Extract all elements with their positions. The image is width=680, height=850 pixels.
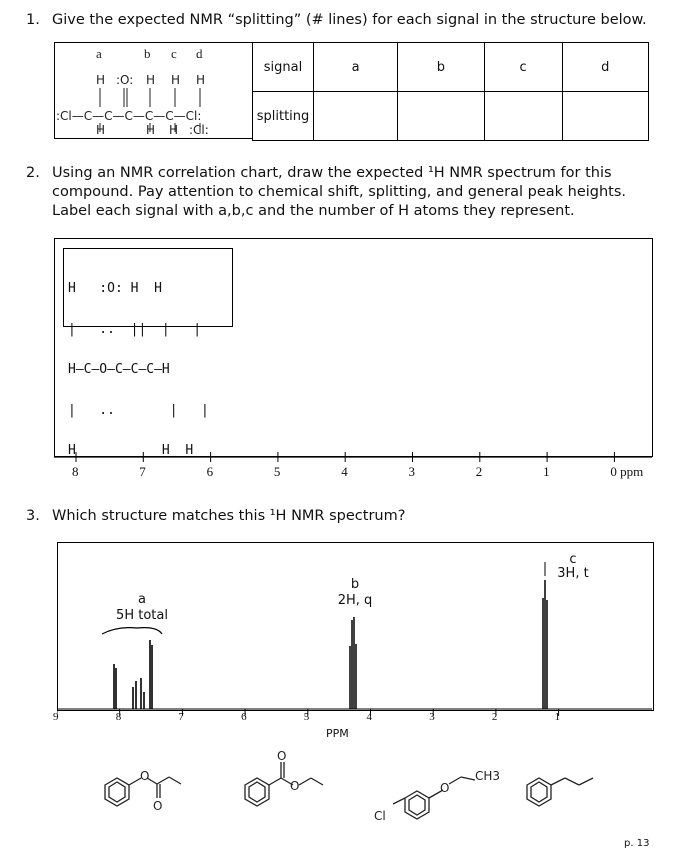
q2-axis-label: 7 bbox=[139, 464, 146, 479]
peak-a-letter: a bbox=[138, 592, 146, 607]
q3-axis-label: 3 bbox=[429, 711, 435, 723]
col-d-header: d bbox=[562, 43, 648, 92]
q2-axis-label: 1 bbox=[543, 464, 550, 479]
q2-line-1: Using an NMR correlation chart, draw the expected ¹H NMR spectrum for this bbox=[52, 165, 612, 181]
col-c-header: c bbox=[484, 43, 562, 92]
struct-letter-d: d bbox=[196, 46, 203, 61]
q2-axis-label: 0 ppm bbox=[610, 464, 644, 479]
svg-text:O: O bbox=[140, 769, 150, 783]
q3-axis-label: 5 bbox=[303, 711, 310, 723]
splitting-b-cell[interactable] bbox=[398, 92, 484, 141]
svg-text::Cl:: :Cl: bbox=[189, 123, 209, 137]
q2-struct-line-2: | .. || | | bbox=[68, 321, 202, 337]
signal-header: signal bbox=[253, 43, 314, 92]
q2-structure bbox=[63, 248, 233, 458]
svg-text::O:: :O: bbox=[116, 73, 134, 87]
struct-letter-c: c bbox=[171, 46, 177, 61]
q2-axis-label: 3 bbox=[408, 464, 415, 479]
q3-axis-label: 2 bbox=[491, 711, 498, 723]
ch3-label: CH3 bbox=[475, 769, 501, 783]
peak-c-label bbox=[543, 553, 603, 581]
svg-text:H: H bbox=[96, 123, 106, 137]
q1-table bbox=[252, 42, 649, 141]
q1-structure-frame bbox=[54, 42, 253, 139]
q3-text: Which structure matches this ¹H NMR spectrum? bbox=[52, 508, 406, 524]
peak-b-label bbox=[325, 577, 385, 609]
q3-axis-label: 4 bbox=[366, 711, 372, 723]
q2-axis-label: 6 bbox=[206, 464, 214, 479]
structure-option-2[interactable] bbox=[245, 762, 323, 806]
col-b-header: b bbox=[398, 43, 484, 92]
peak-b-count: 2H, q bbox=[337, 593, 373, 608]
q2-text bbox=[52, 164, 662, 221]
q3-axis-label: 8 bbox=[115, 711, 122, 723]
q3-axis-title: PPM bbox=[326, 727, 349, 740]
structure-option-3[interactable] bbox=[393, 777, 475, 819]
page-number: p. 13 bbox=[624, 838, 650, 849]
structure-option-4[interactable] bbox=[527, 778, 593, 806]
q2-axis-label: 2 bbox=[475, 464, 483, 479]
peak-b bbox=[350, 617, 356, 709]
peak-c-count: 3H, t bbox=[557, 566, 589, 581]
q2-number: 2. bbox=[26, 165, 40, 181]
q2-struct-line-3: H–C–O–C–C–C–H bbox=[68, 362, 170, 377]
splitting-a-cell[interactable] bbox=[314, 92, 398, 141]
q2-struct-line-4: | .. | | bbox=[68, 402, 209, 418]
svg-text:H: H bbox=[171, 73, 181, 87]
q2-axis-label: 4 bbox=[341, 464, 348, 479]
q3-number: 3. bbox=[26, 508, 40, 524]
q2-struct-line-5: H H H bbox=[68, 443, 194, 458]
peak-a-count: 5H total bbox=[116, 608, 168, 623]
q3-structures bbox=[95, 740, 655, 830]
q1-number: 1. bbox=[26, 12, 40, 28]
q3-axis-label: 1 bbox=[554, 711, 561, 723]
struct-letter-b: b bbox=[144, 46, 151, 61]
peak-a-bracket bbox=[102, 628, 162, 634]
q2-axis-label: 5 bbox=[273, 464, 281, 479]
q1-text: Give the expected NMR “splitting” (# lines) for each signal in the structure below. bbox=[52, 12, 647, 28]
q3-axis-label: 6 bbox=[241, 711, 247, 723]
q2-line-2: compound. Pay attention to chemical shift, splitting, and general peak heights. bbox=[52, 184, 627, 200]
q3-axis-label: 7 bbox=[178, 711, 184, 723]
splitting-header: splitting bbox=[253, 92, 314, 141]
struct-letter-a: a bbox=[96, 46, 102, 61]
peak-c-letter: c bbox=[569, 552, 577, 567]
splitting-c-cell[interactable] bbox=[484, 92, 562, 141]
peak-b-letter: b bbox=[350, 577, 360, 592]
splitting-d-cell[interactable] bbox=[562, 92, 648, 141]
svg-text:H: H bbox=[196, 73, 206, 87]
svg-text::Cl—C—C—C—C—C—Cl:: :Cl—C—C—C—C—C—Cl: bbox=[56, 109, 202, 123]
col-a-header: a bbox=[314, 43, 398, 92]
svg-text:H: H bbox=[96, 73, 106, 87]
q2-axis-label: 8 bbox=[72, 464, 79, 479]
svg-text:O: O bbox=[153, 799, 163, 813]
svg-text:H: H bbox=[146, 73, 156, 87]
svg-text:H: H bbox=[169, 123, 179, 137]
svg-text:O: O bbox=[290, 779, 300, 793]
svg-text:O: O bbox=[440, 781, 450, 795]
svg-text:H: H bbox=[146, 123, 156, 137]
q3-axis-label: 9 bbox=[53, 711, 59, 723]
q2-struct-line-1: H :O: H H bbox=[68, 281, 162, 296]
q2-line-3: Label each signal with a,b,c and the number of H atoms they represent. bbox=[52, 203, 575, 219]
peak-c bbox=[543, 580, 547, 709]
peak-a bbox=[114, 640, 152, 709]
svg-text:O: O bbox=[277, 749, 287, 763]
cl-label: Cl bbox=[374, 809, 386, 823]
peak-a-label bbox=[112, 592, 172, 624]
